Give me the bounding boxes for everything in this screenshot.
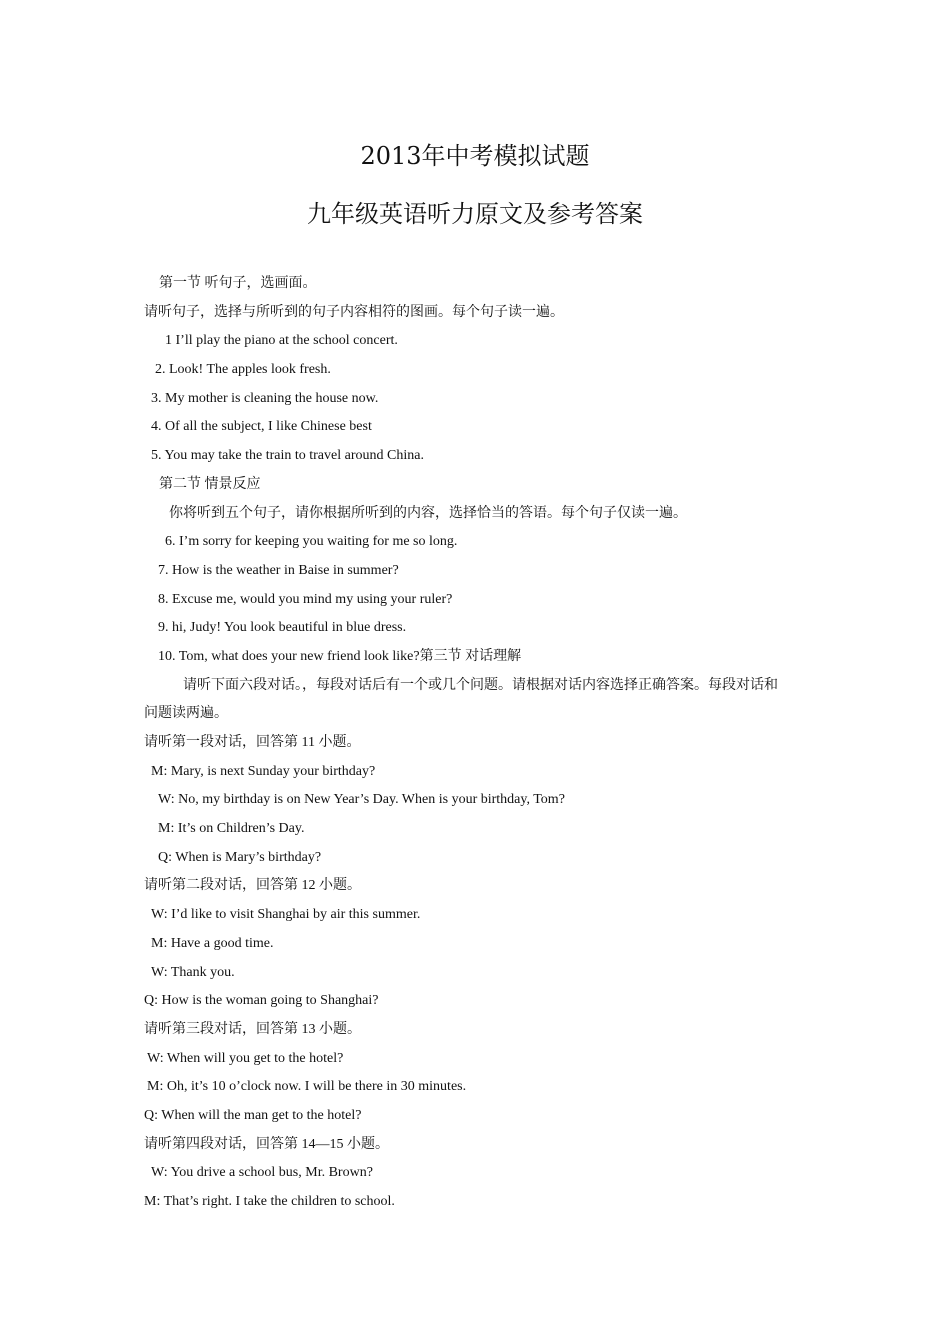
text-line: 你将听到五个句子，请你根据所听到的内容，选择恰当的答语。每个句子仅读一遍。 (169, 505, 687, 521)
text-line: M: Have a good time. (151, 935, 274, 951)
text-line: 4. Of all the subject, I like Chinese best (151, 419, 372, 435)
text-line: M: That’s right. I take the children to school. (144, 1194, 395, 1209)
text-line: Q: When will the man get to the hotel? (144, 1107, 362, 1123)
text-line: W: You drive a school bus, Mr. Brown? (151, 1165, 373, 1181)
text-line: 1 I’ll play the piano at the school concert. (165, 333, 398, 349)
text-line: 2. Look! The apples look fresh. (155, 362, 331, 378)
text-line: 6. I’m sorry for keeping you waiting for me so long. (165, 534, 458, 550)
text-line: W: No, my birthday is on New Year’s Day. When is your birthday, Tom? (158, 792, 565, 808)
text-line: M: Oh, it’s 10 o’clock now. I will be there in 30 minutes. (147, 1079, 467, 1095)
document-title: 2013年中考模拟试题 (360, 142, 590, 170)
text-line: Q: When is Mary’s birthday? (158, 849, 322, 865)
text-line: 10. Tom, what does your new friend look like?第三节 对话理解 (158, 648, 522, 664)
text-line: 第一节 听句子，选画面。 (159, 276, 317, 291)
text-line: 问题读两遍。 (144, 706, 228, 722)
text-line: W: Thank you. (151, 964, 235, 980)
text-line: 请听第三段对话，回答第 13 小题。 (144, 1021, 361, 1037)
text-line: 请听第二段对话，回答第 12 小题。 (144, 878, 361, 894)
text-line: M: Mary, is next Sunday your birthday? (151, 763, 376, 779)
document-subtitle: 九年级英语听力原文及参考答案 (307, 200, 643, 228)
text-line: 7. How is the weather in Baise in summer? (158, 562, 399, 578)
text-line: Q: How is the woman going to Shanghai? (144, 993, 379, 1009)
text-line: 请听句子，选择与所听到的句子内容相符的图画。每个句子读一遍。 (144, 304, 564, 320)
text-line: 9. hi, Judy! You look beautiful in blue dress. (158, 620, 407, 636)
text-line: 第二节 情景反应 (159, 476, 261, 492)
text-line: 5. You may take the train to travel around China. (151, 448, 424, 464)
text-line: 请听下面六段对话。，每段对话后有一个或几个问题。请根据对话内容选择正确答案。每段对话和 (183, 677, 778, 693)
text-line: M: It’s on Children’s Day. (158, 821, 305, 837)
text-line: 请听第四段对话，回答第 14—15 小题。 (144, 1136, 389, 1152)
text-line: 3. My mother is cleaning the house now. (151, 390, 379, 406)
document-body (0, 270, 950, 1217)
text-line: 8. Excuse me, would you mind my using your ruler? (158, 591, 453, 607)
text-line: W: I’d like to visit Shanghai by air this summer. (151, 907, 421, 923)
text-line: 请听第一段对话，回答第 11 小题。 (144, 735, 361, 750)
text-line: W: When will you get to the hotel? (147, 1050, 344, 1066)
